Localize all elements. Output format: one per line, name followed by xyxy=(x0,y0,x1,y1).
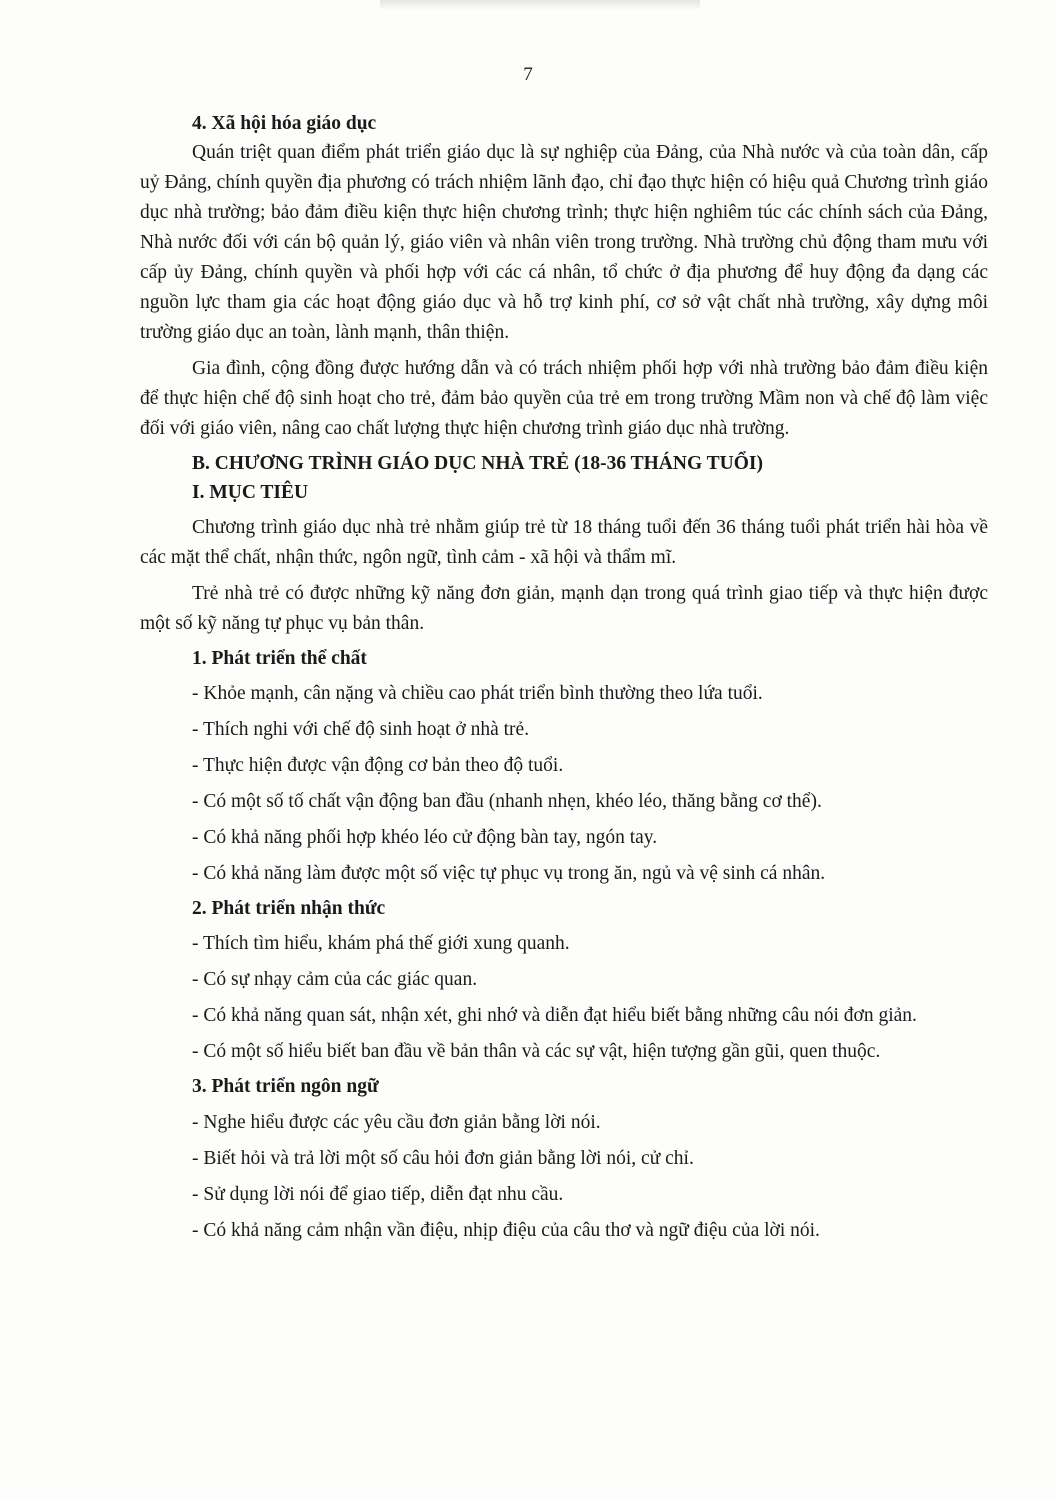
list-item: - Thích nghi với chế độ sinh hoạt ở nhà trẻ. xyxy=(192,719,530,741)
part-b-heading: B. CHƯƠNG TRÌNH GIÁO DỤC NHÀ TRẺ (18-36 THÁNG TUỔI) xyxy=(192,453,763,475)
list-item: - Có khả năng phối hợp khéo léo cử động bàn tay, ngón tay. xyxy=(192,827,658,849)
scan-shadow xyxy=(380,0,700,10)
list-item: - Khỏe mạnh, cân nặng và chiều cao phát triển bình thường theo lứa tuổi. xyxy=(192,683,763,705)
subsection-heading-nhan-thuc: 2. Phát triển nhận thức xyxy=(192,898,386,920)
page-number: 7 xyxy=(523,64,533,85)
document-body xyxy=(140,110,988,1246)
section-heading-muc-tieu: I. MỤC TIÊU xyxy=(192,481,309,503)
list-item: - Có một số hiểu biết ban đầu về bản thân và các sự vật, hiện tượng gần gũi, quen thuộc. xyxy=(192,1041,881,1063)
paragraph: Quán triệt quan điểm phát triển giáo dục là sự nghiệp của Đảng, của Nhà nước và của toàn dân, cấp uỷ Đảng, chính quyền địa phương có trách nhiệm lãnh đạo, chỉ đạo thực hiện có hiệu quả Chương trình giáo dục nhà trường; bảo đảm điều kiện thực hiện chương trình; thực hiện nghiêm túc các chính sách của Đảng, Nhà nước đối với cán bộ quản lý, giáo viên và nhân viên trong trường. Nhà trường chủ động tham mưu với cấp ủy Đảng, chính quyền và phối hợp với các cá nhân, tổ chức ở địa phương để huy động đa dạng các nguồn lực tham gia các hoạt động giáo dục và hỗ trợ kinh phí, cơ sở vật chất nhà trường, xây dựng môi trường giáo dục an toàn, lành mạnh, thân thiện. xyxy=(140,142,988,344)
list-item: - Có khả năng quan sát, nhận xét, ghi nhớ và diễn đạt hiểu biết bằng những câu nói đơn giản. xyxy=(192,1005,917,1027)
list-item: - Có một số tố chất vận động ban đầu (nhanh nhẹn, khéo léo, thăng bằng cơ thể). xyxy=(192,791,822,813)
paragraph: Chương trình giáo dục nhà trẻ nhằm giúp trẻ từ 18 tháng tuổi đến 36 tháng tuổi phát triển hài hòa về các mặt thể chất, nhận thức, ngôn ngữ, tình cảm - xã hội và thẩm mĩ. xyxy=(140,516,988,568)
list-item: - Có khả năng cảm nhận vần điệu, nhịp điệu của câu thơ và ngữ điệu của lời nói. xyxy=(192,1219,820,1241)
paragraph: Gia đình, cộng đồng được hướng dẫn và có trách nhiệm phối hợp với nhà trường bảo đảm điều kiện để thực hiện chế độ sinh hoạt cho trẻ, đảm bảo quyền của trẻ em trong trường Mầm non và chế độ làm việc đối với giáo viên, nâng cao chất lượng thực hiện chương trình giáo dục nhà trường. xyxy=(140,358,988,440)
subsection-heading-ngon-ngu: 3. Phát triển ngôn ngữ xyxy=(192,1076,379,1098)
list-item: - Sử dụng lời nói để giao tiếp, diễn đạt nhu cầu. xyxy=(192,1183,564,1205)
paragraph: Trẻ nhà trẻ có được những kỹ năng đơn giản, mạnh dạn trong quá trình giao tiếp và thực hiện được một số kỹ năng tự phục vụ bản thân. xyxy=(140,582,988,634)
list-item: - Nghe hiểu được các yêu cầu đơn giản bằng lời nói. xyxy=(192,1111,601,1133)
list-item: - Thực hiện được vận động cơ bản theo độ tuổi. xyxy=(192,755,564,777)
list-item: - Có sự nhạy cảm của các giác quan. xyxy=(192,969,478,991)
list-item: - Biết hỏi và trả lời một số câu hỏi đơn giản bằng lời nói, cử chỉ. xyxy=(192,1147,694,1169)
subsection-heading-the-chat: 1. Phát triển thể chất xyxy=(192,647,367,669)
list-item: - Thích tìm hiểu, khám phá thế giới xung quanh. xyxy=(192,933,570,955)
list-item: - Có khả năng làm được một số việc tự phục vụ trong ăn, ngủ và vệ sinh cá nhân. xyxy=(192,863,826,885)
section-heading-xa-hoi-hoa: 4. Xã hội hóa giáo dục xyxy=(192,113,377,134)
